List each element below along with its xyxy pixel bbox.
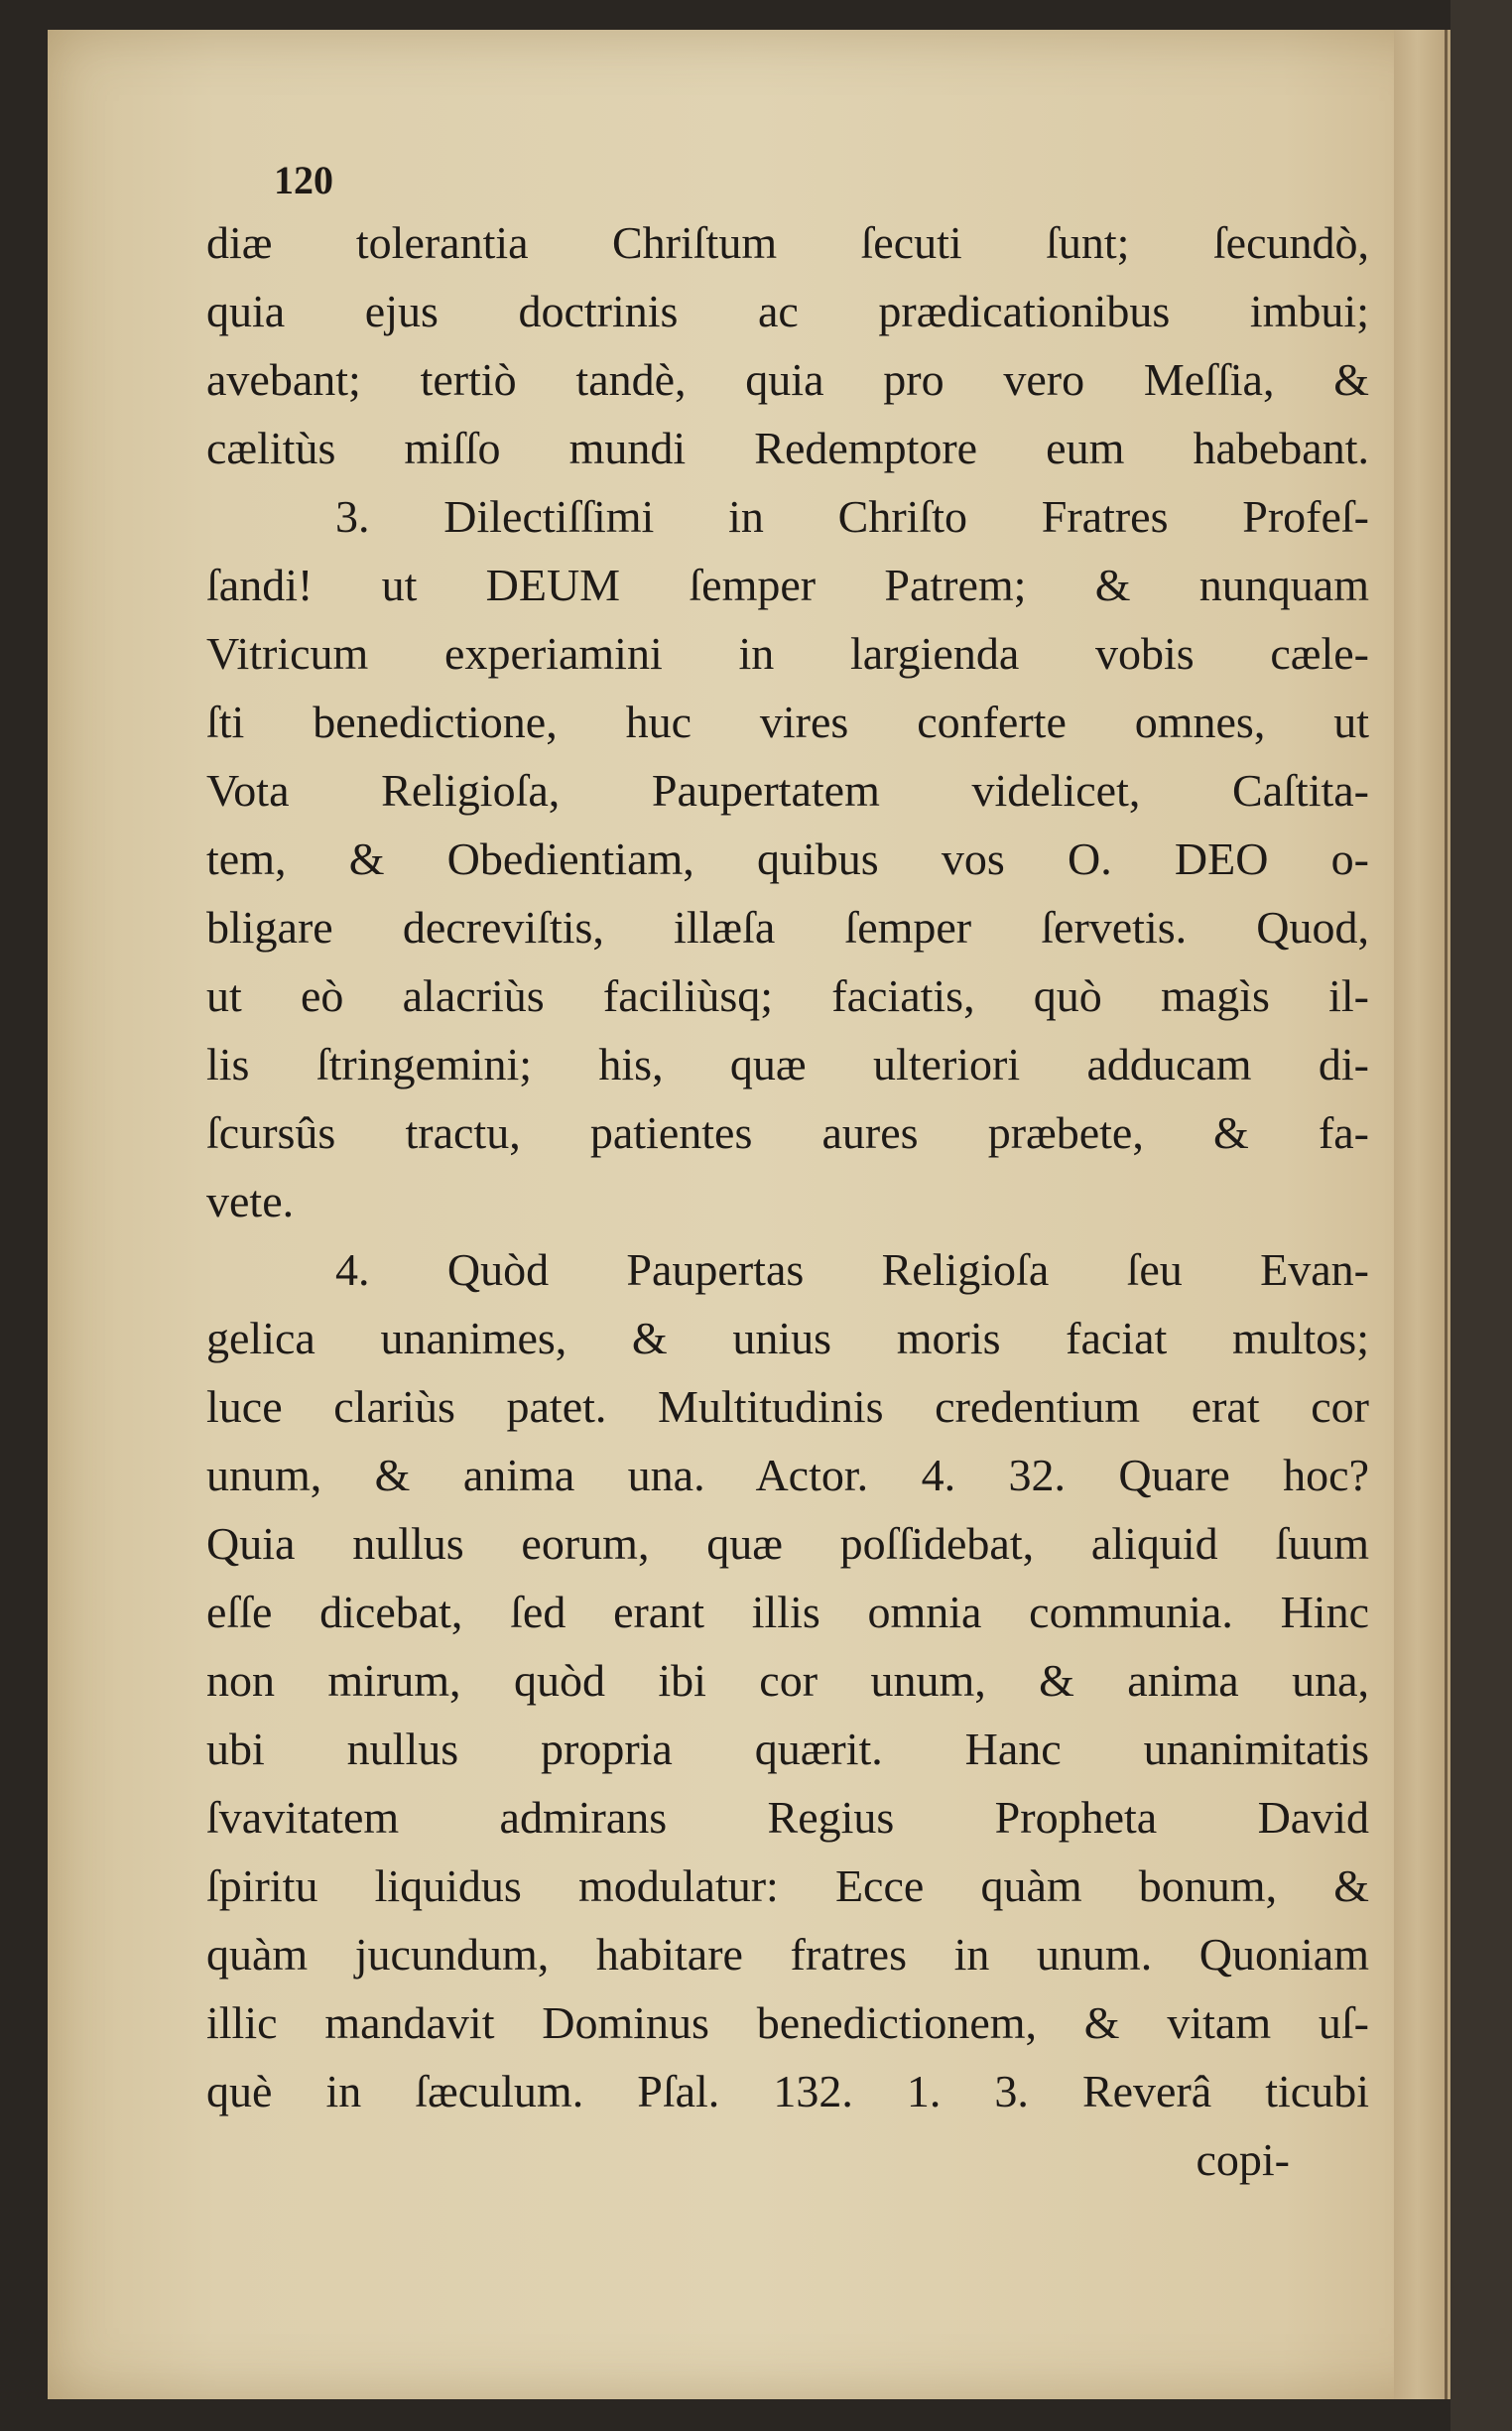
- text-line: eſſe dicebat, ſed erant illis omnia communia. Hinc: [206, 1587, 1369, 1637]
- text-line: unum, & anima una. Actor. 4. 32. Quare hoc?: [206, 1450, 1369, 1500]
- text-line: 3. Dilectiſſimi in Chriſto Fratres Profeſ-: [335, 491, 1369, 542]
- text-line: tem, & Obedientiam, quibus vos O. DEO o-: [206, 833, 1369, 884]
- catchword: copi-: [1196, 2134, 1290, 2185]
- text-line: ubi nullus propria quærit. Hanc unanimitatis: [206, 1724, 1369, 1774]
- text-line: luce clariùs patet. Multitudinis credentium erat cor: [206, 1381, 1369, 1432]
- text-line: ſvavitatem admirans Regius Propheta David: [206, 1792, 1369, 1843]
- page-edge: [1394, 30, 1451, 2399]
- text-line: avebant; tertiò tandè, quia pro vero Meſſia, &: [206, 354, 1369, 405]
- text-line: ſpiritu liquidus modulatur: Ecce quàm bonum, &: [206, 1860, 1369, 1911]
- text-line: Vitricum experiamini in largienda vobis cæle-: [206, 628, 1369, 679]
- text-line: diæ tolerantia Chriſtum ſecuti ſunt; ſecundò,: [206, 217, 1369, 268]
- page-number: 120: [274, 158, 333, 202]
- text-line: illic mandavit Dominus benedictionem, & vitam uſ-: [206, 1997, 1369, 2048]
- text-line: 4. Quòd Paupertas Religioſa ſeu Evan-: [335, 1244, 1369, 1295]
- text-line: què in ſæculum. Pſal. 132. 1. 3. Reverâ ticubi: [206, 2066, 1369, 2116]
- body-text: [206, 208, 1369, 2194]
- text-line: lis ſtringemini; his, quæ ulteriori adducam di-: [206, 1039, 1369, 1089]
- text-line: cælitùs miſſo mundi Redemptore eum habebant.: [206, 423, 1369, 473]
- text-line: bligare decreviſtis, illæſa ſemper ſervetis. Quod,: [206, 902, 1369, 953]
- text-line: Vota Religioſa, Paupertatem videlicet, Caſtita-: [206, 765, 1369, 816]
- scan-background: [1450, 0, 1512, 2431]
- text-line: quia ejus doctrinis ac prædicationibus imbui;: [206, 286, 1369, 336]
- text-line: ut eò alacriùs faciliùsq; faciatis, quò magìs il-: [206, 970, 1369, 1021]
- text-line: ſcursûs tractu, patientes aures præbete, & fa-: [206, 1107, 1369, 1158]
- text-line: Quia nullus eorum, quæ poſſidebat, aliquid ſuum: [206, 1518, 1369, 1569]
- text-line: ſandi! ut DEUM ſemper Patrem; & nunquam: [206, 560, 1369, 610]
- text-line: ſti benedictione, huc vires conferte omnes, ut: [206, 697, 1369, 747]
- text-line: vete.: [206, 1176, 295, 1226]
- text-line: quàm jucundum, habitare fratres in unum. Quoniam: [206, 1929, 1369, 1980]
- text-line: gelica unanimes, & unius moris faciat multos;: [206, 1313, 1369, 1363]
- text-line: non mirum, quòd ibi cor unum, & anima una,: [206, 1655, 1369, 1706]
- page-fold-line: [1445, 30, 1448, 2399]
